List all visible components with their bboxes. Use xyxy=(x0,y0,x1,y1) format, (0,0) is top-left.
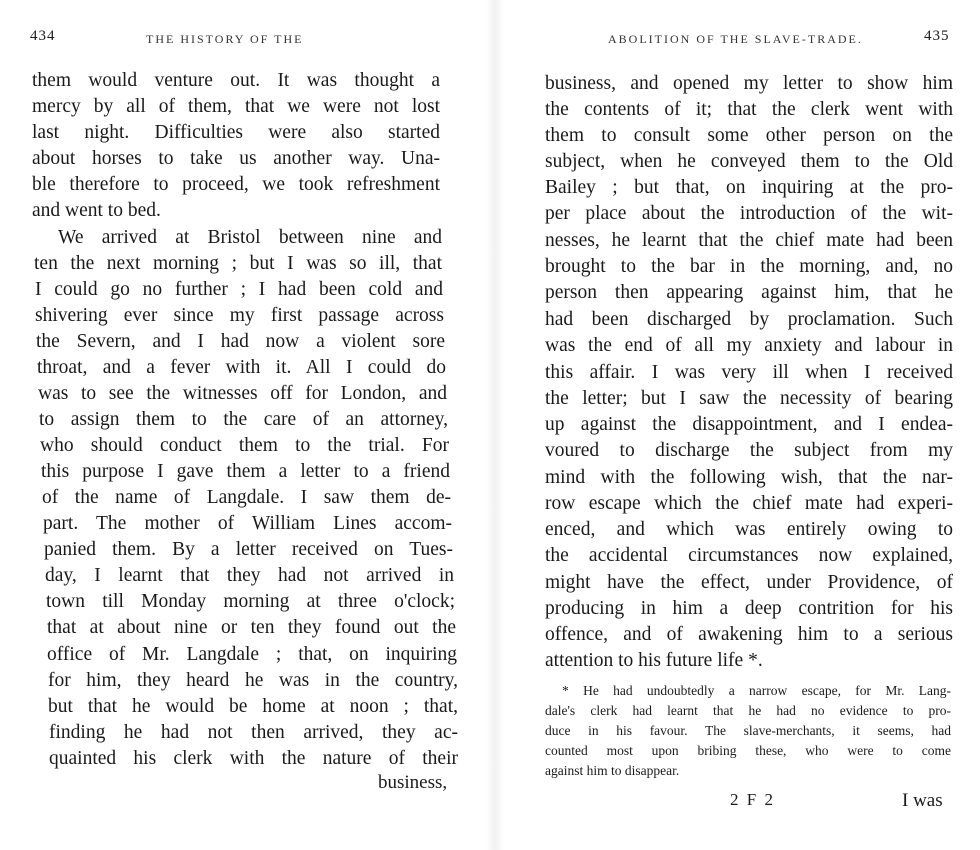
text-line: to assign them to the care of an attorney, xyxy=(39,409,448,430)
signature-mark: 2 F 2 xyxy=(730,790,775,809)
left-catchword: business, xyxy=(378,772,448,793)
text-line: might have the effect, under Providence, of xyxy=(545,572,953,593)
text-line: them to consult some other person on the xyxy=(545,125,953,146)
text-line: about horses to take us another way. Una- xyxy=(32,148,440,169)
text-line: quainted his clerk with the nature of their xyxy=(49,748,458,769)
text-line: per place about the introduction of the wit- xyxy=(545,203,953,224)
text-line: ble therefore to proceed, we took refreshment xyxy=(32,174,440,195)
footnote-line: dale's clerk had learnt that he had no evidence to pro- xyxy=(545,703,951,718)
text-line: but that he would be home at noon ; that, xyxy=(48,696,458,717)
text-line: the Severn, and I had now a violent sore xyxy=(36,331,445,352)
text-line: this affair. I was very ill when I received xyxy=(545,362,953,383)
text-line: Bailey ; but that, on inquiring at the pro- xyxy=(545,177,953,198)
text-line: up against the disappointment, and I endea- xyxy=(545,414,953,435)
text-line: row escape which the chief mate had experi- xyxy=(545,493,953,514)
text-line: I could go no further ; I had been cold and xyxy=(35,279,443,300)
text-line: finding he had not then arrived, they ac- xyxy=(49,722,458,743)
text-line: part. The mother of William Lines accom- xyxy=(43,513,452,534)
text-line: ten the next morning ; but I was so ill, that xyxy=(34,253,442,274)
text-line: this purpose I gave them a letter to a friend xyxy=(41,461,450,482)
text-line: was the end of all my anxiety and labour in xyxy=(545,335,953,356)
text-line: nesses, he learnt that the chief mate had been xyxy=(545,230,953,251)
text-line: brought to the bar in the morning, and, no xyxy=(545,256,953,277)
left-running-head: THE HISTORY OF THE xyxy=(146,32,304,46)
text-line: enced, and which was entirely owing to xyxy=(545,519,953,540)
text-line: the accidental circumstances now explained, xyxy=(545,545,953,566)
text-line: who should conduct them to the trial. For xyxy=(40,435,449,456)
footnote-line: counted most upon bribing these, who were to come xyxy=(545,743,951,758)
text-line: and went to bed. xyxy=(32,200,161,221)
text-line: of the name of Langdale. I saw them de- xyxy=(42,487,451,508)
text-line: them would venture out. It was thought a xyxy=(32,70,440,91)
text-line: mind with the following wish, that the nar- xyxy=(545,467,953,488)
footnote-line: against him to disappear. xyxy=(545,763,680,778)
right-page-number: 435 xyxy=(924,28,950,44)
text-line: business, and opened my letter to show him xyxy=(545,73,953,94)
text-line: was to see the witnesses off for London, and xyxy=(38,383,447,404)
footnote-line: * He had undoubtedly a narrow escape, for Mr. Lang- xyxy=(562,683,951,698)
text-line: last night. Difficulties were also started xyxy=(32,122,440,143)
text-line: throat, and a fever with it. All I could do xyxy=(37,357,446,378)
text-line: for him, they heard he was in the country, xyxy=(48,670,458,691)
text-line: offence, and of awakening him to a serious xyxy=(545,624,953,645)
text-line: We arrived at Bristol between nine and xyxy=(58,227,442,248)
text-line: day, I learnt that they had not arrived in xyxy=(45,565,454,586)
text-line: mercy by all of them, that we were not lost xyxy=(32,96,440,117)
text-line: subject, when he conveyed them to the Old xyxy=(545,151,953,172)
text-line: voured to discharge the subject from my xyxy=(545,440,953,461)
text-line: shivering ever since my first passage across xyxy=(35,305,444,326)
text-line: panied them. By a letter received on Tues- xyxy=(44,539,453,560)
text-line: person then appearing against him, that he xyxy=(545,282,953,303)
text-line: that at about nine or ten they found out the xyxy=(47,617,456,638)
text-line: office of Mr. Langdale ; that, on inquiring xyxy=(47,644,457,665)
text-line: town till Monday morning at three o'clock; xyxy=(46,591,455,612)
left-page-number: 434 xyxy=(30,28,56,44)
right-catchword: I was xyxy=(902,790,943,811)
right-running-head: ABOLITION OF THE SLAVE-TRADE. xyxy=(608,32,863,46)
text-line: had been discharged by proclamation. Such xyxy=(545,309,953,330)
footnote-line: duce in his favour. The slave-merchants, it seems, had xyxy=(545,723,951,738)
text-line: the letter; but I saw the necessity of bearing xyxy=(545,388,953,409)
right-page xyxy=(500,0,980,850)
text-line: the contents of it; that the clerk went with xyxy=(545,99,953,120)
text-line: attention to his future life *. xyxy=(545,650,763,671)
text-line: producing in him a deep contrition for his xyxy=(545,598,953,619)
